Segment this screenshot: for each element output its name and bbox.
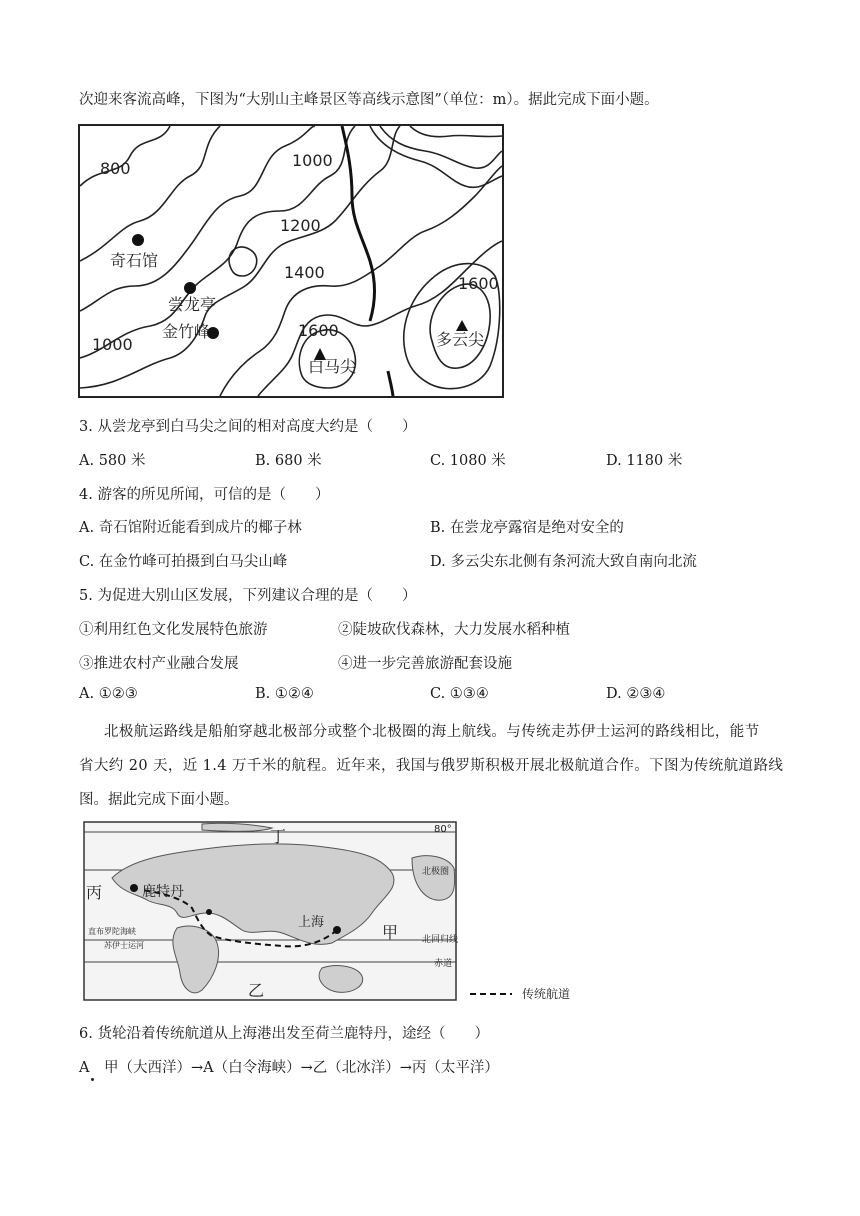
q5-stem: 5. 为促进大别山区发展，下列建议合理的是（ ）: [79, 588, 417, 604]
label-duoyunjian: 多云尖: [436, 330, 485, 349]
q3-option-c[interactable]: C. 1080 米: [430, 453, 506, 469]
label-tropic: 北回归线: [422, 935, 459, 945]
contour-line: [229, 247, 257, 276]
contour-label-800: 800: [100, 159, 131, 178]
river-line: [342, 126, 375, 321]
contour-label-1200: 1200: [280, 216, 321, 235]
q5-item-1: ①利用红色文化发展特色旅游: [79, 622, 268, 638]
q5-option-d[interactable]: D. ②③④: [606, 686, 666, 702]
q5-option-c[interactable]: C. ①③④: [430, 686, 489, 702]
contour-label-1000-left: 1000: [92, 335, 133, 354]
label-lat-80: 80°: [434, 824, 452, 835]
q3-option-b[interactable]: B. 680 米: [255, 453, 322, 469]
q6-option-a[interactable]: A 甲（大西洋）→A（白令海峡）→乙（北冰洋）→丙（太平洋）: [79, 1060, 499, 1076]
q5-item-2: ②陡坡砍伐森林，大力发展水稻种植: [338, 622, 570, 638]
label-jia: 甲: [382, 923, 399, 942]
shanghai-marker: [333, 926, 341, 934]
label-qishiguan: 奇石馆: [110, 251, 159, 270]
label-equator: 赤道: [434, 959, 453, 969]
label-changlongting: 尝龙亭: [168, 295, 217, 314]
contour-label-1600-right: 1600: [458, 274, 499, 293]
contour-label-1000-top: 1000: [292, 151, 333, 170]
label-gibraltar: 直布罗陀海峡: [88, 927, 136, 936]
world-route-map-drawing: [82, 818, 598, 1004]
contour-label-1400: 1400: [284, 263, 325, 282]
suez-marker: [206, 909, 212, 915]
contour-map: [78, 124, 504, 398]
q4-option-a[interactable]: A. 奇石馆附近能看到成片的椰子林: [79, 520, 302, 536]
qishiguan-marker: [132, 234, 144, 246]
contour-line: [380, 126, 502, 168]
q3-stem: 3. 从尝龙亭到白马尖之间的相对高度大约是（ ）: [79, 419, 417, 435]
passage-line-2: 省大约 20 天，近 1.4 万千米的航程。近年来，我国与俄罗斯积极开展北极航道合作。下图为传统航道路线: [79, 758, 784, 774]
label-arctic-circle: 北极圈: [422, 867, 450, 877]
river-line: [388, 371, 393, 396]
stray-dot: [91, 1078, 94, 1081]
contour-line: [410, 126, 502, 137]
label-ding: 丁: [270, 827, 287, 846]
q5-option-a[interactable]: A. ①②③: [79, 686, 138, 702]
q3-option-d[interactable]: D. 1180 米: [606, 453, 683, 469]
rotterdam-marker: [130, 884, 138, 892]
label-suez: 苏伊士运河: [104, 941, 144, 950]
label-bing: 丙: [86, 883, 103, 902]
q3-option-a[interactable]: A. 580 米: [79, 453, 146, 469]
passage-line-1: 北极航运路线是船舶穿越北极部分或整个北极圈的海上航线。与传统走苏伊士运河的路线相比，能节: [104, 724, 760, 740]
label-baimajian: 白马尖: [308, 357, 357, 376]
changlongting-marker: [184, 282, 196, 294]
label-shanghai: 上海: [298, 915, 325, 930]
passage-line-3: 图。据此完成下面小题。: [79, 792, 239, 808]
q4-option-d[interactable]: D. 多云尖东北侧有条河流大致自南向北流: [430, 554, 697, 570]
legend-label: 传统航道: [522, 987, 571, 1001]
contour-line: [80, 126, 220, 261]
q5-item-3: ③推进农村产业融合发展: [79, 656, 239, 672]
contour-label-1600-mid: 1600: [298, 321, 339, 340]
q5-option-b[interactable]: B. ①②④: [255, 686, 314, 702]
label-yi: 乙: [248, 981, 265, 1000]
contour-map-drawing: [80, 126, 502, 396]
q4-option-c[interactable]: C. 在金竹峰可拍摄到白马尖山峰: [79, 554, 288, 570]
q6-stem: 6. 货轮沿着传统航道从上海港出发至荷兰鹿特丹，途经（ ）: [79, 1026, 489, 1042]
label-rotterdam: 鹿特丹: [142, 884, 184, 900]
world-route-map: [82, 818, 598, 1004]
label-jinzhufeng: 金竹峰: [162, 322, 211, 341]
q4-stem: 4. 游客的所见所闻，可信的是（ ）: [79, 487, 330, 503]
q4-option-b[interactable]: B. 在尝龙亭露宿是绝对安全的: [430, 520, 624, 536]
q5-item-4: ④进一步完善旅游配套设施: [338, 656, 512, 672]
intro-text: 次迎来客流高峰，下图为“大别山主峰景区等高线示意图”（单位：m）。据此完成下面小题。: [79, 92, 659, 108]
